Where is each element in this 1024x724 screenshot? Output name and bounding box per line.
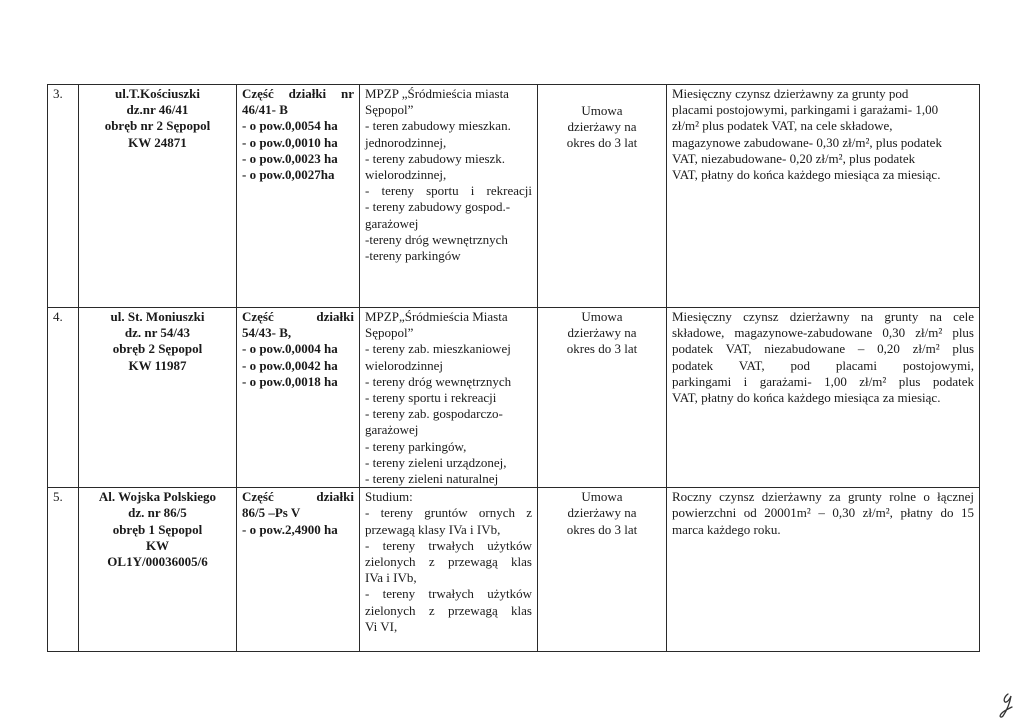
zoning-plan-cell: Studium: - tereny gruntów ornych z przewagą klasy IVa i IVb, - tereny trwałych użytków zielonych z przewagą klas IVa i IVb, - tereny trwałych użytków zielonych z przewagą klas Vi VI, bbox=[360, 488, 538, 652]
location-cell: Al. Wojska Polskiego dz. nr 86/5 obręb 1 Sępopol KW OL1Y/00036005/6 bbox=[79, 488, 237, 652]
table-row bbox=[48, 308, 980, 488]
row-number: 3. bbox=[48, 85, 79, 308]
contract-cell: Umowa dzierżawy na okres do 3 lat bbox=[538, 308, 667, 488]
contract-cell: Umowa dzierżawy na okres do 3 lat bbox=[538, 488, 667, 652]
lease-table bbox=[47, 84, 980, 652]
parcel-cell: Część działki 54/43- B, - o pow.0,0004 ha - o pow.0,0042 ha - o pow.0,0018 ha bbox=[237, 308, 360, 488]
parcel-cell: Część działki nr 46/41- B - o pow.0,0054 ha - o pow.0,0010 ha - o pow.0,0023 ha - o pow.0,0027ha bbox=[237, 85, 360, 308]
rent-cell: Miesięczny czynsz dzierżawny za grunty pod placami postojowymi, parkingami i garażami- 1,00 zł/m² plus podatek VAT, na cele składowe, magazynowe zabudowane- 0,30 zł/m², plus podatek VAT, niezabudowane- 0,20 zł/m², plus podatek VAT, płatny do końca każdego miesiąca za miesiąc. bbox=[667, 85, 980, 308]
handwritten-initial-signature bbox=[994, 690, 1018, 720]
row-number: 5. bbox=[48, 488, 79, 652]
location-cell: ul.T.Kościuszki dz.nr 46/41 obręb nr 2 Sępopol KW 24871 bbox=[79, 85, 237, 308]
row-number: 4. bbox=[48, 308, 79, 488]
zoning-plan-cell: MPZP „Śródmieścia miasta Sępopol” - teren zabudowy mieszkan. jednorodzinnej, - tereny zabudowy mieszk. wielorodzinnej, - tereny sportu i rekreacji - tereny zabudowy gospod.- garażowej -tereny dróg wewnętrznych -tereny parkingów bbox=[360, 85, 538, 308]
contract-cell: Umowa dzierżawy na okres do 3 lat bbox=[538, 85, 667, 308]
rent-cell: Roczny czynsz dzierżawny za grunty rolne o łącznej powierzchni od 20001m² – 0,30 zł/m², płatny do 15 marca każdego roku. bbox=[667, 488, 980, 652]
zoning-plan-cell: MPZP„Śródmieścia Miasta Sępopol” - tereny zab. mieszkaniowej wielorodzinnej - tereny dróg wewnętrznych - tereny sportu i rekreacji - tereny zab. gospodarczo- garażowej - tereny parkingów, - tereny zieleni urządzonej, - tereny zieleni naturalnej bbox=[360, 308, 538, 488]
location-cell: ul. St. Moniuszki dz. nr 54/43 obręb 2 Sępopol KW 11987 bbox=[79, 308, 237, 488]
parcel-cell: Część działki 86/5 –Ps V - o pow.2,4900 ha bbox=[237, 488, 360, 652]
rent-cell: Miesięczny czynsz dzierżawny na grunty na cele składowe, magazynowe-zabudowane 0,30 zł/m² plus podatek VAT, niezabudowane – 0,20 zł/m² plus podatek VAT, pod placami postojowymi, parkingami i garażami- 1,00 zł/m² plus podatek VAT, płatny do końca każdego miesiąca za miesiąc. bbox=[667, 308, 980, 488]
table-row bbox=[48, 488, 980, 652]
table-row bbox=[48, 85, 980, 308]
